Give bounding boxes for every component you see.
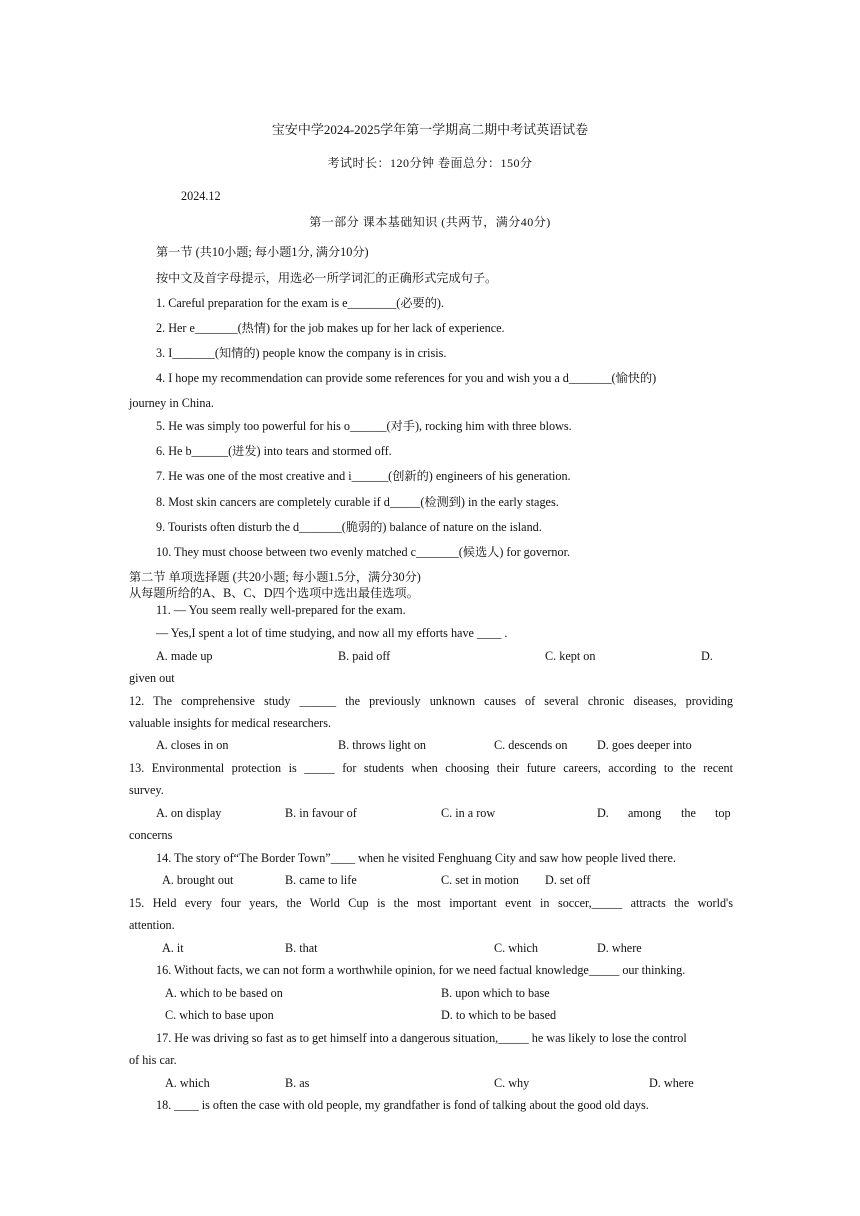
q14-option-c: C. set in motion [441,873,519,887]
question-5: 5. He was simply too powerful for his o______(对手), rocking him with three blows. [156,419,572,433]
part-title: 第一部分 课本基础知识 (共两节，满分40分) [309,215,551,229]
q13-option-d-word-1: among [628,806,662,820]
question-17-continued: of his car. [129,1053,177,1067]
section1-instruction: 按中文及首字母提示，用选必一所学词汇的正确形式完成句子。 [156,271,498,285]
question-8: 8. Most skin cancers are completely curable if d_____(检测到) in the early stages. [156,495,559,509]
q11-option-a: A. made up [156,649,213,663]
q12-option-d: D. goes deeper into [597,738,692,752]
question-14: 14. The story of“The Border Town”____ when he visited Fenghuang City and saw how people lived there. [156,851,676,865]
question-4-continued: journey in China. [129,396,214,410]
question-13-continued: survey. [129,783,164,797]
question-15-continued: attention. [129,918,175,932]
q14-option-b: B. came to life [285,873,357,887]
question-1: 1. Careful preparation for the exam is e________(必要的). [156,296,445,310]
q16-option-c: C. which to base upon [165,1008,274,1022]
q13-option-d: D. [597,806,609,820]
section1-heading: 第一节 (共10小题; 每小题1分, 满分10分) [156,245,369,259]
question-12-continued: valuable insights for medical researchers. [129,716,332,730]
q12-option-b: B. throws light on [338,738,427,752]
q13-option-a: A. on display [156,806,222,820]
question-18: 18. ____ is often the case with old people, my grandfather is fond of talking about the good old days. [156,1098,649,1112]
question-2: 2. Her e_______(热情) for the job makes up for her lack of experience. [156,321,505,335]
exam-date: 2024.12 [181,189,221,203]
q17-option-a: A. which [165,1076,210,1090]
q16-option-d: D. to which to be based [441,1008,557,1022]
section2-heading: 第二节 单项选择题 (共20小题; 每小题1.5分，满分30分) [129,570,421,584]
q16-option-b: B. upon which to base [441,986,550,1000]
q11-option-d: D. [701,649,713,663]
q13-option-d-text: concerns [129,828,173,842]
exam-info: 考试时长：120分钟 卷面总分：150分 [327,156,533,170]
q12-option-c: C. descends on [494,738,568,752]
question-17: 17. He was driving so fast as to get himself into a dangerous situation,_____ he was likely to lose the control [156,1031,687,1045]
q15-option-d: D. where [597,941,642,955]
question-10: 10. They must choose between two evenly matched c_______(候选人) for governor. [156,545,571,559]
question-16: 16. Without facts, we can not form a worthwhile opinion, for we need factual knowledge_____ our thinking. [156,963,686,977]
q11-option-d-text: given out [129,671,175,685]
question-11: 11. — You seem really well-prepared for the exam. [156,603,406,617]
question-6: 6. He b______(迸发) into tears and stormed off. [156,444,392,458]
section2-instruction: 从每题所给的A、B、C、D四个选项中选出最佳选项。 [129,586,419,600]
q15-option-b: B. that [285,941,318,955]
q17-option-b: B. as [285,1076,310,1090]
q15-option-a: A. it [162,941,184,955]
q14-option-a: A. brought out [162,873,234,887]
question-9: 9. Tourists often disturb the d_______(脆弱的) balance of nature on the island. [156,520,542,534]
question-15: 15. Held every four years, the World Cup is the most important event in soccer,_____ attracts the world's [129,896,733,910]
question-3: 3. I_______(知情的) people know the company is in crisis. [156,346,447,360]
q13-option-c: C. in a row [441,806,496,820]
q13-option-b: B. in favour of [285,806,357,820]
exam-title: 宝安中学2024-2025学年第一学期高二期中考试英语试卷 [271,122,589,137]
q12-option-a: A. closes in on [156,738,229,752]
question-7: 7. He was one of the most creative and i______(创新的) engineers of his generation. [156,469,571,483]
q15-option-c: C. which [494,941,539,955]
question-12: 12. The comprehensive study ______ the previously unknown causes of several chronic diseases, providing [129,694,733,708]
q14-option-d: D. set off [545,873,591,887]
q16-option-a: A. which to be based on [165,986,283,1000]
question-11-reply: — Yes,I spent a lot of time studying, and now all my efforts have ____ . [156,626,508,640]
q17-option-c: C. why [494,1076,530,1090]
question-4: 4. I hope my recommendation can provide some references for you and wish you a d_______(愉快的) [156,371,657,385]
q11-option-b: B. paid off [338,649,391,663]
question-13: 13. Environmental protection is _____ for students when choosing their future careers, according to the recent [129,761,733,775]
q11-option-c: C. kept on [545,649,596,663]
q13-option-d-word-3: top [715,806,731,820]
q17-option-d: D. where [649,1076,694,1090]
q13-option-d-word-2: the [681,806,696,820]
